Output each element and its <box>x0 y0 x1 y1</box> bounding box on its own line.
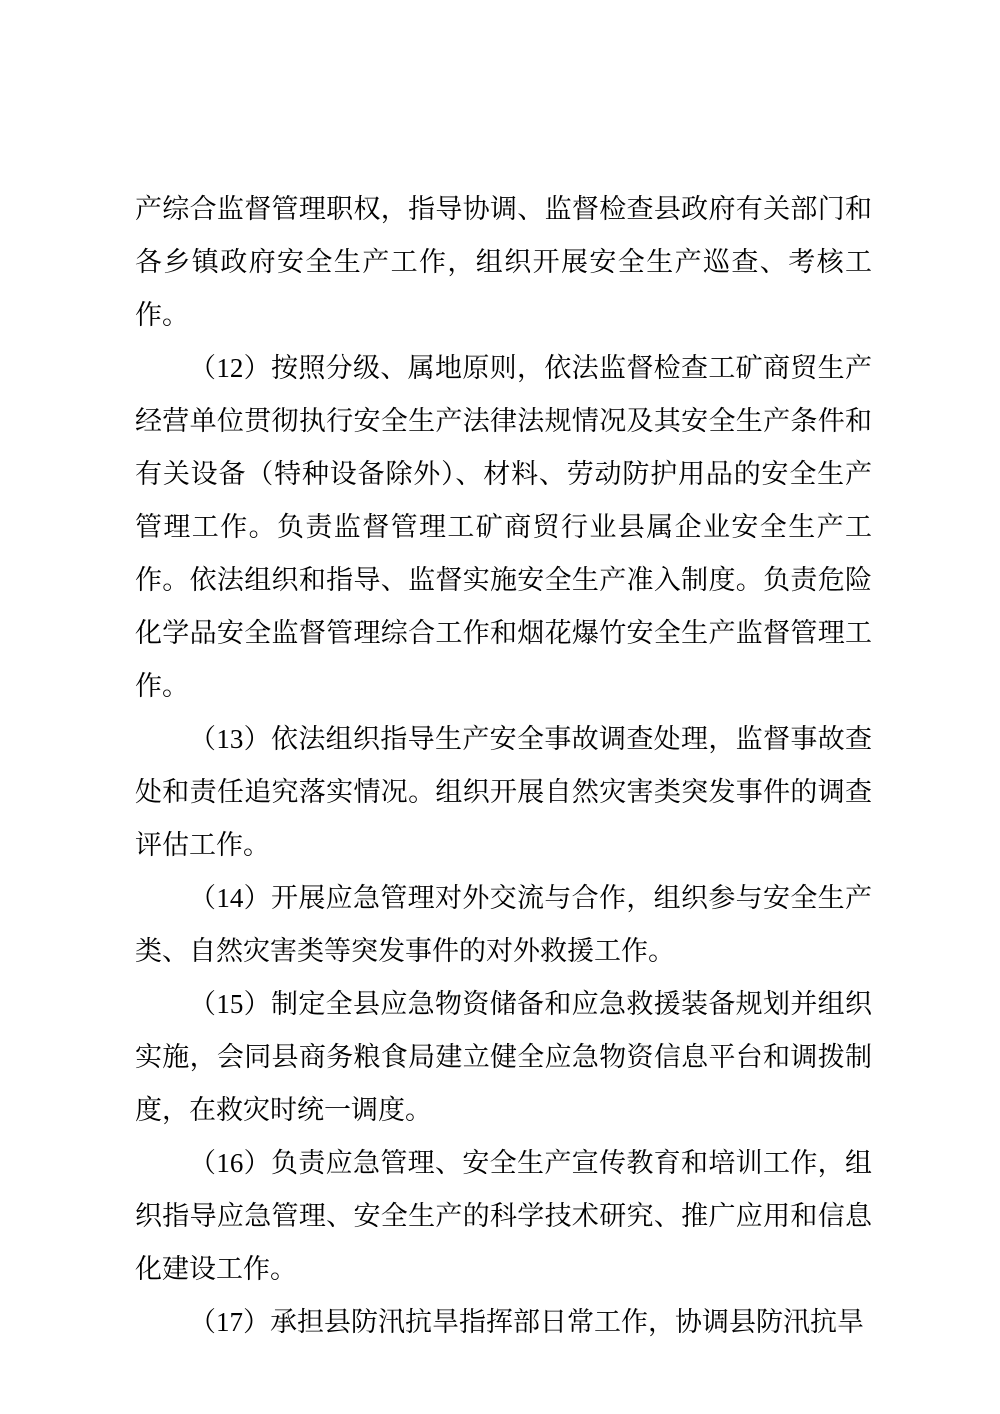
paragraph-item-15: （15）制定全县应急物资储备和应急救援装备规划并组织实施，会同县商务粮食局建立健全应急物资信息平台和调拨制度，在救灾时统一调度。 <box>135 989 872 1125</box>
paragraph-item-13: （13）依法组织指导生产安全事故调查处理，监督事故查处和责任追究落实情况。组织开展自然灾害类突发事件的调查评估工作。 <box>135 724 872 860</box>
paragraph-item-17: （17）承担县防汛抗旱指挥部日常工作，协调县防汛抗旱 <box>189 1307 864 1337</box>
document-body <box>135 183 872 1349</box>
paragraph-item-16: （16）负责应急管理、安全生产宣传教育和培训工作，组织指导应急管理、安全生产的科学技术研究、推广应用和信息化建设工作。 <box>135 1148 872 1284</box>
paragraph-item-12: （12）按照分级、属地原则，依法监督检查工矿商贸生产经营单位贯彻执行安全生产法律法规情况及其安全生产条件和有关设备（特种设备除外）、材料、劳动防护用品的安全生产管理工作。负责监督管理工矿商贸行业县属企业安全生产工作。依法组织和指导、监督实施安全生产准入制度。负责危险化学品安全监督管理综合工作和烟花爆竹安全生产监督管理工作。 <box>135 353 872 701</box>
paragraph-item-14: （14）开展应急管理对外交流与合作，组织参与安全生产类、自然灾害类等突发事件的对外救援工作。 <box>135 883 872 966</box>
paragraph-continuation: 产综合监督管理职权，指导协调、监督检查县政府有关部门和各乡镇政府安全生产工作，组织开展安全生产巡查、考核工作。 <box>135 194 872 330</box>
